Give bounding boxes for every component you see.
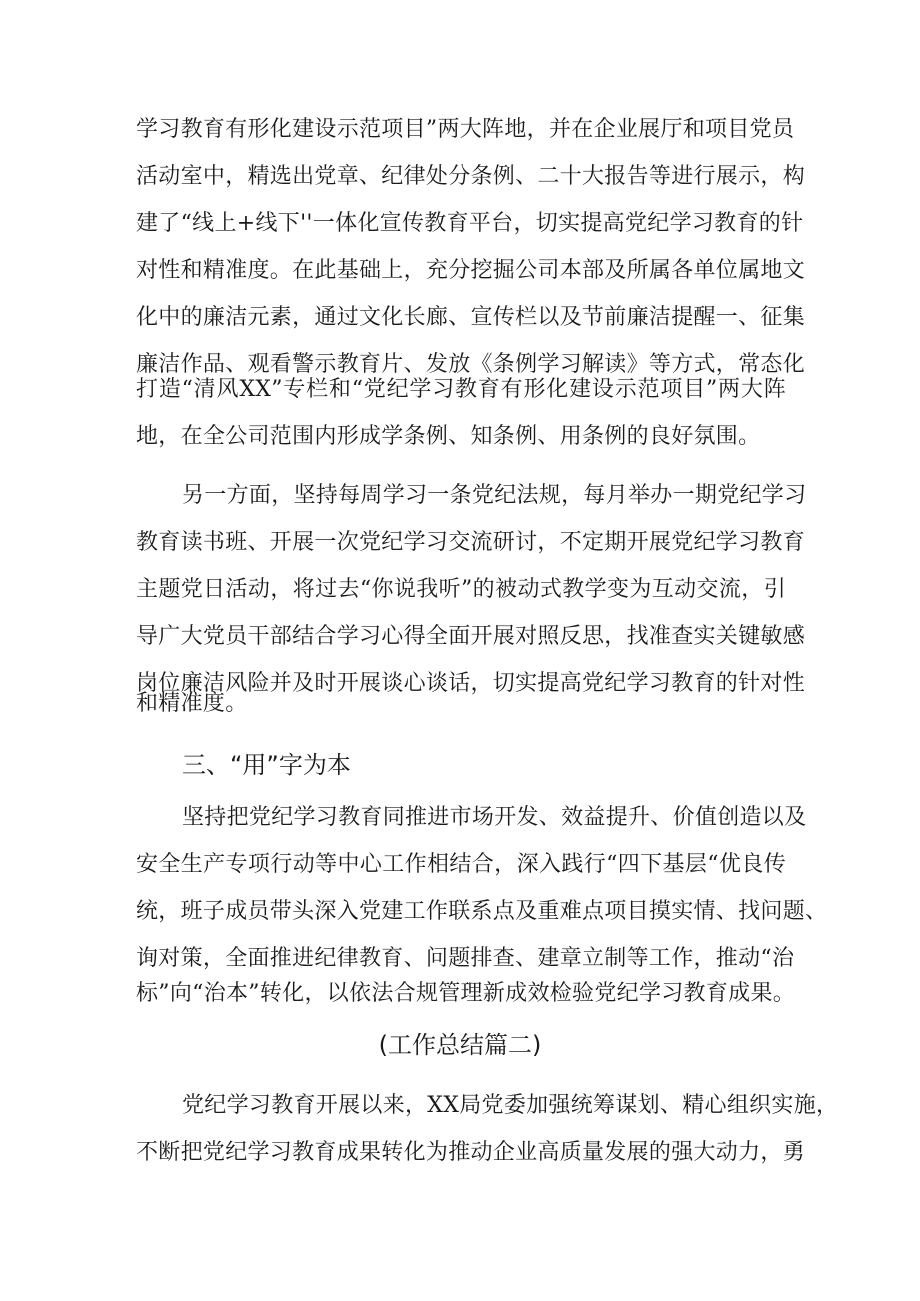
- paragraph-line: 和精准度。: [136, 691, 248, 716]
- paragraph-line: 廉洁作品、观看警示教育片、发放《条例学习解读》等方式，常态化: [136, 352, 806, 377]
- paragraph-line: 教育读书班、开展一次党纪学习交流研讨，不定期开展党纪学习教育: [136, 530, 806, 555]
- paragraph-line: 地，在全公司范围内形成学条例、知条例、用条例的良好氛围。: [136, 424, 761, 449]
- paragraph-line: 学习教育有形化建设示范项目”两大阵地，并在企业展厅和项目党员: [136, 117, 795, 142]
- paragraph-line: 不断把党纪学习教育成果转化为推动企业高质量发展的强大动力，勇: [136, 1140, 806, 1165]
- paragraph-line: 建了“线上+线下''一体化宣传教育平台，切实提高党纪学习教育的针: [136, 211, 804, 236]
- paragraph-line: 对性和精准度。在此基础上，充分挖掘公司本部及所属各单位属地文: [136, 258, 806, 283]
- paragraph-line: 标”向“治本”转化，以依法合规管理新成效检验党纪学习教育成果。: [136, 981, 796, 1006]
- paragraph-line: 岗位廉洁风险并及时开展谈心谈话，切实提高党纪学习教育的针对性: [136, 671, 806, 696]
- paragraph-line: 活动室中，精选出党章、纪律处分条例、二十大报告等进行展示，构: [136, 164, 806, 189]
- paragraph-line: 党纪学习教育开展以来，XX局党委加强统筹谋划、精心组织实施，: [182, 1093, 839, 1118]
- document-subtitle: (工作总结篇二): [378, 1031, 542, 1059]
- paragraph-line: 另一方面，坚持每周学习一条党纪法规，每月举办一期党纪学习: [182, 483, 807, 508]
- paragraph-line: 化中的廉洁元素，通过文化长廊、宣传栏以及节前廉洁提醒一、征集: [136, 305, 806, 330]
- paragraph-line: 坚持把党纪学习教育同推进市场开发、效益提升、价值创造以及: [182, 805, 807, 830]
- paragraph-line: 询对策，全面推进纪律教育、问题排查、建章立制等工作，推动“治: [136, 946, 795, 971]
- paragraph-line: 主题党日活动，将过去“你说我听”的被动式教学变为互动交流，引: [136, 577, 786, 602]
- paragraph-line: 导广大党员干部结合学习心得全面开展对照反思，找准查实关键敏感: [136, 624, 806, 649]
- paragraph-line: 统，班子成员带头深入党建工作联系点及重难点项目摸实情、找问题、: [136, 899, 828, 924]
- paragraph-line: 安全生产专项行动等中心工作相结合，深入践行“四下基层“优良传: [136, 852, 786, 877]
- paragraph-line: 打造“清风XX”专栏和“党纪学习教育有形化建设示范项目”两大阵: [136, 377, 786, 402]
- section-heading: 三、“用”字为本: [182, 751, 351, 779]
